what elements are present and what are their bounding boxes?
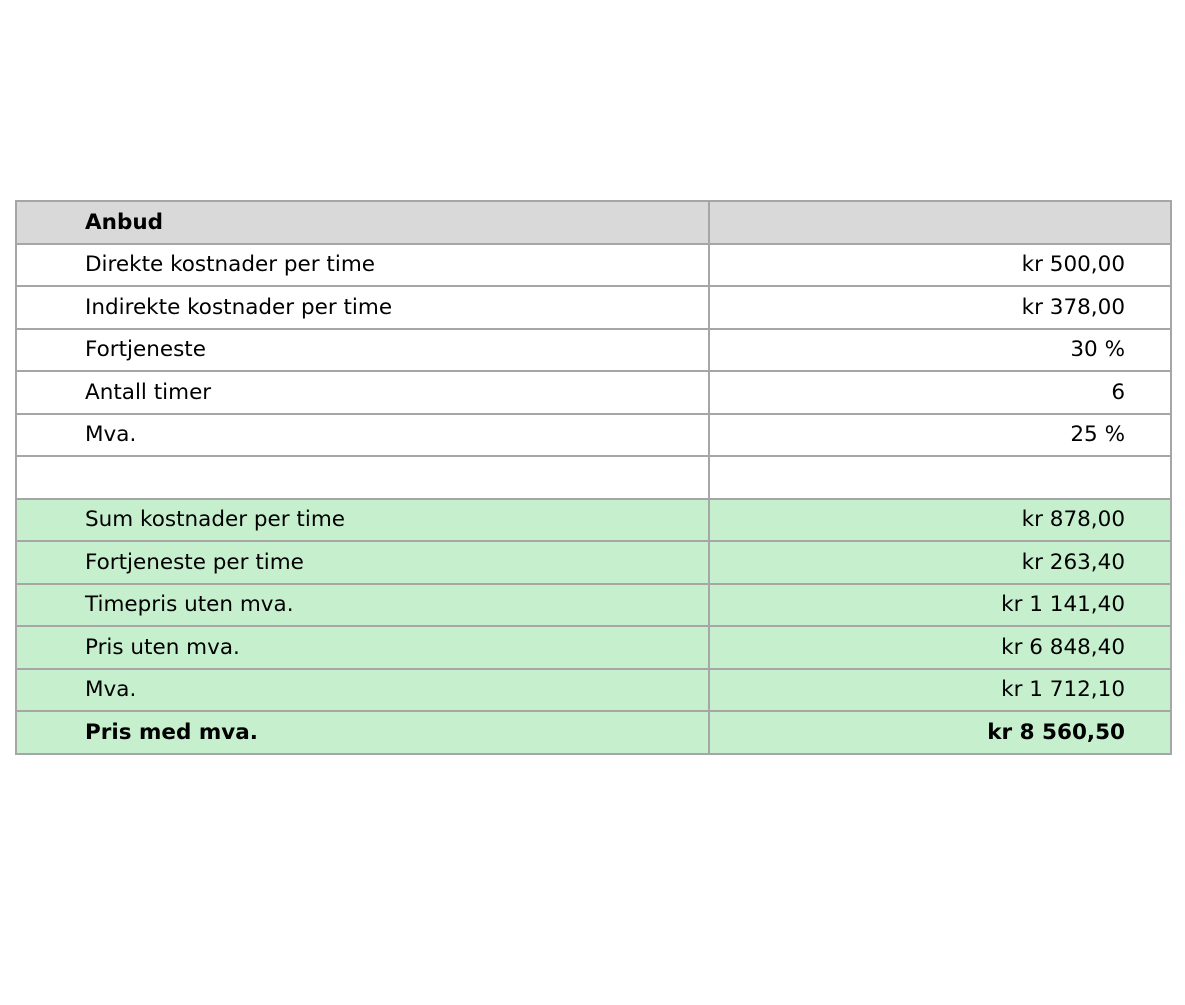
empty-row bbox=[16, 456, 1171, 499]
spreadsheet-table bbox=[15, 200, 1172, 755]
empty-value-cell[interactable] bbox=[709, 456, 1171, 499]
input-row-vat-rate bbox=[16, 414, 1171, 457]
header-row bbox=[16, 201, 1171, 244]
result-row-profit-per-hour bbox=[16, 541, 1171, 584]
value-cell[interactable]: 30 % bbox=[709, 329, 1171, 372]
input-row-direct-costs bbox=[16, 244, 1171, 287]
header-value-cell[interactable] bbox=[709, 201, 1171, 244]
label-cell[interactable]: Mva. bbox=[16, 669, 709, 712]
label-cell[interactable]: Pris uten mva. bbox=[16, 626, 709, 669]
value-cell[interactable]: kr 263,40 bbox=[709, 541, 1171, 584]
value-cell[interactable]: kr 6 848,40 bbox=[709, 626, 1171, 669]
label-cell[interactable]: Pris med mva. bbox=[16, 711, 709, 754]
input-row-indirect-costs bbox=[16, 286, 1171, 329]
value-cell[interactable]: kr 878,00 bbox=[709, 499, 1171, 542]
input-row-profit-rate bbox=[16, 329, 1171, 372]
label-cell[interactable]: Fortjeneste bbox=[16, 329, 709, 372]
result-row-hourly-rate bbox=[16, 584, 1171, 627]
label-cell[interactable]: Timepris uten mva. bbox=[16, 584, 709, 627]
label-cell[interactable]: Direkte kostnader per time bbox=[16, 244, 709, 287]
result-row-price-excl-vat bbox=[16, 626, 1171, 669]
value-cell[interactable]: 25 % bbox=[709, 414, 1171, 457]
header-label-cell[interactable]: Anbud bbox=[16, 201, 709, 244]
value-cell[interactable]: kr 378,00 bbox=[709, 286, 1171, 329]
label-cell[interactable]: Indirekte kostnader per time bbox=[16, 286, 709, 329]
label-cell[interactable]: Mva. bbox=[16, 414, 709, 457]
value-cell[interactable]: 6 bbox=[709, 371, 1171, 414]
value-cell[interactable]: kr 500,00 bbox=[709, 244, 1171, 287]
label-cell[interactable]: Sum kostnader per time bbox=[16, 499, 709, 542]
value-cell[interactable]: kr 1 141,40 bbox=[709, 584, 1171, 627]
value-cell[interactable]: kr 1 712,10 bbox=[709, 669, 1171, 712]
result-row-sum-costs bbox=[16, 499, 1171, 542]
empty-label-cell[interactable] bbox=[16, 456, 709, 499]
input-row-hours bbox=[16, 371, 1171, 414]
label-cell[interactable]: Fortjeneste per time bbox=[16, 541, 709, 584]
result-row-vat-amount bbox=[16, 669, 1171, 712]
result-row-price-incl-vat bbox=[16, 711, 1171, 754]
label-cell[interactable]: Antall timer bbox=[16, 371, 709, 414]
value-cell[interactable]: kr 8 560,50 bbox=[709, 711, 1171, 754]
